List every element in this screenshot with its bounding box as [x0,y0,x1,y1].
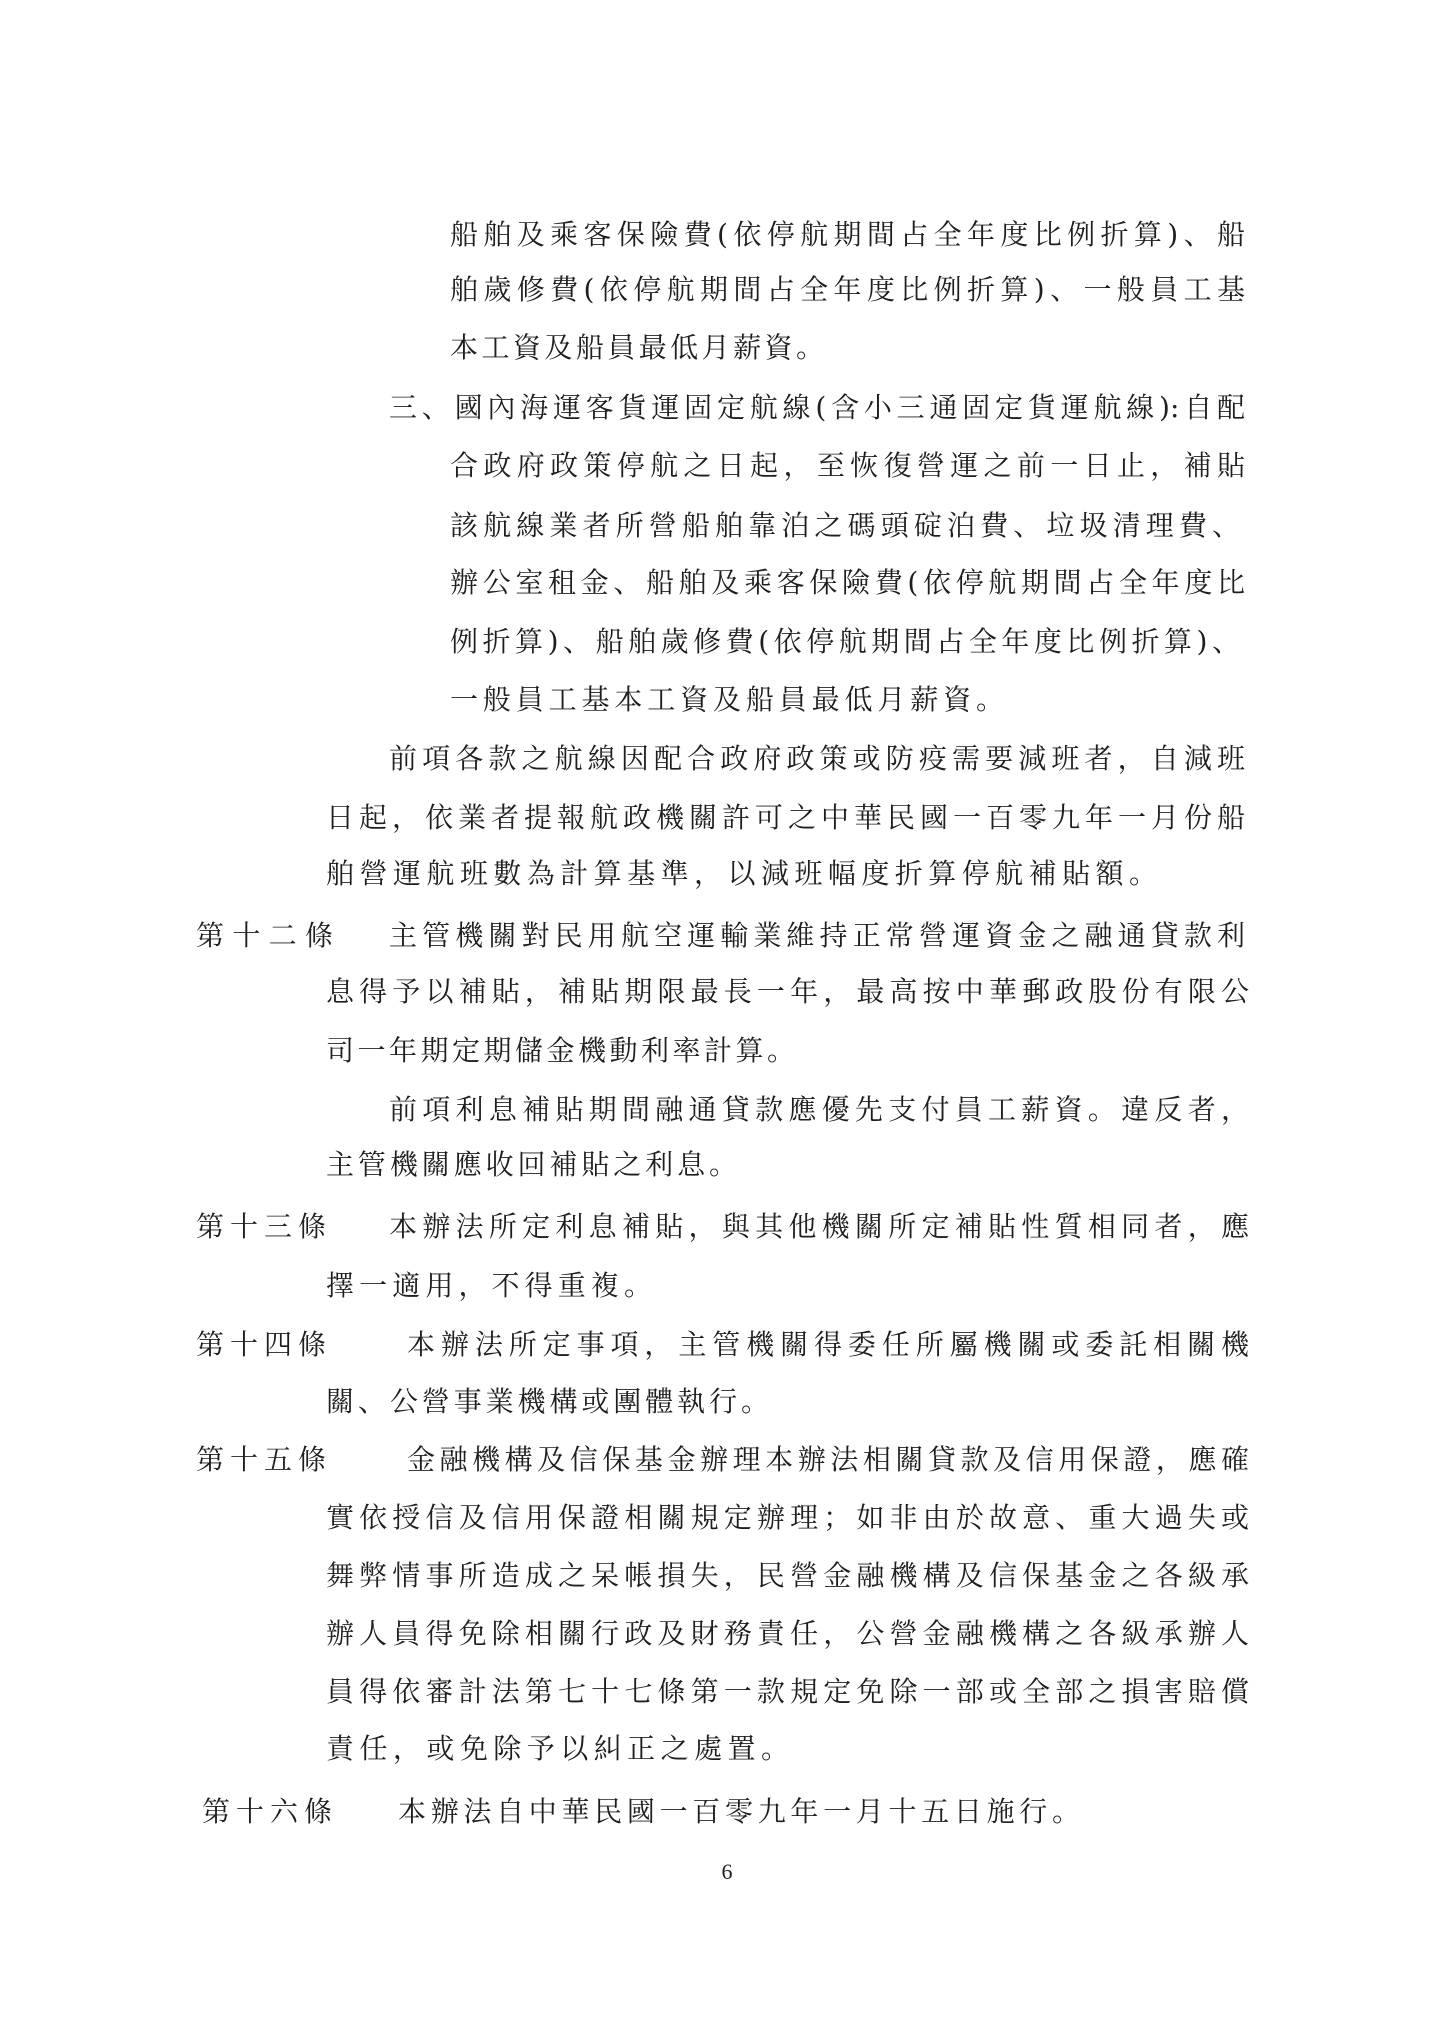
article-12-line: 前項利息補貼期間融通貸款應優先支付員工薪資。違反者， [389,1093,1249,1126]
item-3-line: 辦公室租金、船舶及乘客保險費(依停航期間占全年度比 [450,566,1245,599]
paragraph-line: 舶營運航班數為計算基準，以減班幅度折算停航補貼額。 [326,857,1157,890]
item-2-line: 舶歲修費(依停航期間占全年度比例折算)、一般員工基 [450,273,1245,306]
item-2-line: 船舶及乘客保險費(依停航期間占全年度比例折算)、船 [450,218,1245,251]
paragraph-line: 前項各款之航線因配合政府政策或防疫需要減班者，自減班 [389,742,1245,775]
article-14-label: 第十四條 [196,1328,326,1361]
item-3-line: 三、國內海運客貨運固定航線(含小三通固定貨運航線):自配 [389,391,1245,424]
article-12-line: 主管機關應收回補貼之利息。 [326,1148,737,1181]
item-3-line: 合政府政策停航之日起，至恢復營運之前一日止，補貼 [450,449,1245,482]
item-2-line: 本工資及船員最低月薪資。 [450,331,824,364]
item-3-line: 一般員工基本工資及船員最低月薪資。 [450,683,1004,716]
article-15-line: 責任，或免除予以糾正之處置。 [326,1732,789,1765]
article-15-line: 實依授信及信用保證相關規定辦理；如非由於故意、重大過失或 [326,1501,1249,1534]
article-15-line: 金融機構及信保基金辦理本辦法相關貸款及信用保證，應確 [407,1443,1249,1476]
article-14-line: 本辦法所定事項，主管機關得委任所屬機關或委託相關機 [407,1328,1249,1361]
paragraph-line: 日起，依業者提報航政機關許可之中華民國一百零九年一月份船 [326,801,1245,834]
article-13-label: 第十三條 [196,1210,326,1243]
article-12-line: 息得予以補貼，補貼期限最長一年，最高按中華郵政股份有限公 [326,975,1249,1008]
page-number: 6 [721,1859,733,1884]
article-14-line: 關、公營事業機構或團體執行。 [326,1385,769,1418]
article-13-line: 本辦法所定利息補貼，與其他機關所定補貼性質相同者，應 [389,1210,1249,1243]
article-16-label: 第十六條 [202,1795,332,1828]
article-15-line: 員得依審計法第七十七條第一款規定免除一部或全部之損害賠償 [326,1675,1249,1708]
article-12-line: 司一年期定期儲金機動利率計算。 [326,1034,795,1067]
article-12-line: 主管機關對民用航空運輸業維持正常營運資金之融通貸款利 [389,919,1245,952]
article-13-line: 擇一適用，不得重複。 [326,1269,652,1302]
article-12-label: 第十二條 [196,919,333,952]
item-3-line: 該航線業者所營船舶靠泊之碼頭碇泊費、垃圾清理費、 [450,509,1240,542]
item-3-line: 例折算)、船舶歲修費(依停航期間占全年度比例折算)、 [450,625,1240,658]
article-15-label: 第十五條 [196,1443,326,1476]
article-15-line: 舞弊情事所造成之呆帳損失，民營金融機構及信保基金之各級承 [326,1559,1249,1592]
article-15-line: 辦人員得免除相關行政及財務責任，公營金融機構之各級承辦人 [326,1617,1249,1650]
article-16-line: 本辦法自中華民國一百零九年一月十五日施行。 [398,1795,1080,1828]
